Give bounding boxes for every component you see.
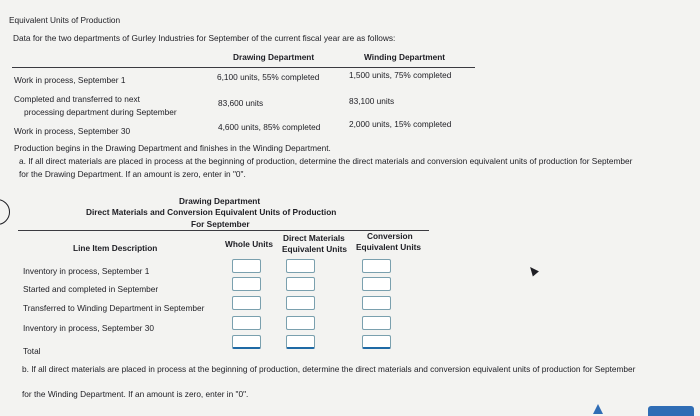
- dm-eu-inventory-sep30-input[interactable]: [286, 316, 315, 330]
- part-a-question-line2: for the Drawing Department. If an amount is zero, enter in "0".: [19, 169, 246, 179]
- row-wip-sep1-drawing: 6,100 units, 55% completed: [217, 72, 320, 82]
- schedule-title-description: Direct Materials and Conversion Equivalent Units of Production: [86, 207, 337, 217]
- whole-units-inventory-sep30-input[interactable]: [232, 316, 261, 330]
- row-wip-sep30-winding: 2,000 units, 15% completed: [349, 119, 452, 129]
- col-direct-materials-line2: Equivalent Units: [282, 244, 348, 254]
- row-completed-label-line1: Completed and transferred to next: [14, 94, 140, 104]
- conv-eu-inventory-sep1-input[interactable]: [362, 259, 391, 273]
- dm-eu-inventory-sep1-input[interactable]: [286, 259, 315, 273]
- schedule-row-label-inventory-sep30: Inventory in process, September 30: [23, 323, 154, 333]
- dm-eu-total-input[interactable]: [286, 335, 315, 349]
- mouse-cursor-icon: [527, 264, 539, 276]
- left-chevron-icon[interactable]: [0, 199, 10, 225]
- schedule-row-label-started-completed: Started and completed in September: [23, 284, 159, 294]
- row-completed-winding: 83,100 units: [349, 96, 395, 106]
- part-a-question-line1: a. If all direct materials are placed in process at the beginning of production, determine the direct materials and conversion equivalent units of production for September: [19, 156, 633, 166]
- row-wip-sep30-label: Work in process, September 30: [14, 126, 131, 136]
- part-b-question-line2: for the Winding Department. If an amount is zero, enter in "0".: [22, 389, 249, 399]
- whole-units-inventory-sep1-input[interactable]: [232, 259, 261, 273]
- row-wip-sep1-label: Work in process, September 1: [14, 75, 126, 85]
- production-note: Production begins in the Drawing Department and finishes in the Winding Department.: [14, 143, 331, 153]
- col-direct-materials-line1: Direct Materials: [283, 233, 345, 243]
- schedule-row-label-inventory-sep1: Inventory in process, September 1: [23, 266, 150, 276]
- nav-next-button[interactable]: [648, 406, 694, 416]
- col-drawing-department: Drawing Department: [233, 52, 315, 62]
- col-conversion-line1: Conversion: [367, 231, 413, 241]
- schedule-title-department: Drawing Department: [179, 196, 261, 206]
- schedule-row-label-total: Total: [23, 346, 41, 356]
- whole-units-transferred-input[interactable]: [232, 296, 261, 310]
- whole-units-started-completed-input[interactable]: [232, 277, 261, 291]
- row-completed-label-line2: processing department during September: [24, 107, 177, 117]
- row-completed-drawing: 83,600 units: [218, 98, 264, 108]
- col-whole-units: Whole Units: [225, 239, 273, 249]
- schedule-row-label-transferred: Transferred to Winding Department in September: [23, 303, 205, 313]
- col-conversion-line2: Equivalent Units: [356, 242, 422, 252]
- col-line-item-description: Line Item Description: [73, 243, 158, 253]
- row-wip-sep30-drawing: 4,600 units, 85% completed: [218, 122, 321, 132]
- whole-units-total-input[interactable]: [232, 335, 261, 349]
- conv-eu-started-completed-input[interactable]: [362, 277, 391, 291]
- dm-eu-transferred-input[interactable]: [286, 296, 315, 310]
- page-heading: Equivalent Units of Production: [9, 15, 121, 25]
- conv-eu-inventory-sep30-input[interactable]: [362, 316, 391, 330]
- conv-eu-transferred-input[interactable]: [362, 296, 391, 310]
- schedule-title-period: For September: [191, 219, 250, 229]
- col-winding-department: Winding Department: [364, 52, 446, 62]
- data-table-header-rule: [12, 67, 475, 68]
- intro-text: Data for the two departments of Gurley Industries for September of the current fiscal year are as follows:: [13, 33, 396, 43]
- nav-prev-icon[interactable]: [593, 404, 603, 414]
- row-wip-sep1-winding: 1,500 units, 75% completed: [349, 70, 452, 80]
- part-b-question-line1: b. If all direct materials are placed in process at the beginning of production, determine the direct materials and conversion equivalent units of production for September: [22, 364, 636, 374]
- conv-eu-total-input[interactable]: [362, 335, 391, 349]
- dm-eu-started-completed-input[interactable]: [286, 277, 315, 291]
